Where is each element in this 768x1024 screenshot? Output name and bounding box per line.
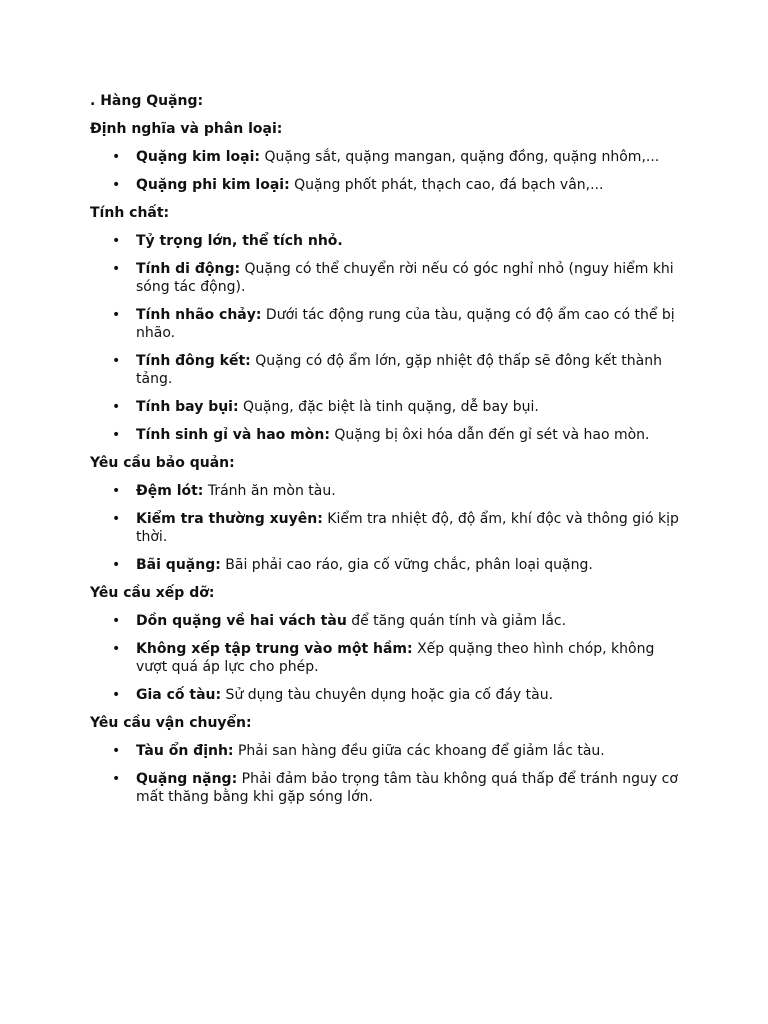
item-term: Gia cố tàu: [136,687,222,703]
bullet-icon: • [112,307,121,323]
list-item [90,770,680,806]
item-term: Quặng nặng: [136,771,238,787]
bullet-icon: • [112,641,121,657]
item-text: Tránh ăn mòn tàu. [203,483,336,499]
bullet-icon: • [112,261,121,277]
item-term: Quặng kim loại: [136,149,261,165]
section-heading-tinh-chat: Tính chất: [90,205,170,221]
bullet-icon: • [112,771,121,787]
bullet-icon: • [112,511,121,527]
list-van-chuyen [90,742,680,806]
document-page [90,92,680,816]
item-text: Quặng có thể chuyển rời nếu có góc nghỉ nhỏ (nguy hiểm khi sóng tác động). [136,261,674,295]
bullet-icon: • [112,557,121,573]
list-item [90,612,680,630]
section-heading-hang-quang: . Hàng Quặng: [90,93,204,109]
list-item [90,176,680,194]
bullet-icon: • [112,353,121,369]
item-text: Quặng có độ ẩm lớn, gặp nhiệt độ thấp sẽ đông kết thành tảng. [136,353,662,387]
list-item [90,398,680,416]
list-item [90,260,680,296]
list-tinh-chat [90,232,680,444]
bullet-icon: • [112,427,121,443]
list-item [90,426,680,444]
item-text: Quặng bị ôxi hóa dẫn đến gỉ sét và hao mòn. [329,427,650,443]
item-term: Tàu ổn định: [136,743,234,759]
item-text: Quặng, đặc biệt là tinh quặng, dễ bay bụi. [238,399,539,415]
list-item [90,352,680,388]
bullet-icon: • [112,399,121,415]
item-term: Kiểm tra thường xuyên: [136,511,323,527]
item-term: Không xếp tập trung vào một hầm: [136,641,413,657]
bullet-icon: • [112,743,121,759]
item-text: để tăng quán tính và giảm lắc. [346,613,567,629]
list-item [90,640,680,676]
list-dinh-nghia [90,148,680,194]
item-term: Tính di động: [136,261,241,277]
bullet-icon: • [112,149,121,165]
bullet-icon: • [112,233,121,249]
bullet-icon: • [112,613,121,629]
item-text: Sử dụng tàu chuyên dụng hoặc gia cố đáy tàu. [221,687,554,703]
item-term: Tính bay bụi: [136,399,239,415]
list-item [90,556,680,574]
list-item [90,510,680,546]
item-text: Phải đảm bảo trọng tâm tàu không quá thấp để tránh nguy cơ mất thăng bằng khi gặp sóng lớn. [136,771,678,805]
item-text: Phải san hàng đều giữa các khoang để giảm lắc tàu. [233,743,605,759]
section-heading-van-chuyen: Yêu cầu vận chuyển: [90,715,252,731]
item-term: Đệm lót: [136,483,204,499]
list-bao-quan [90,482,680,574]
bullet-icon: • [112,177,121,193]
list-item [90,232,680,250]
list-item [90,742,680,760]
section-heading-xep-do: Yêu cầu xếp dỡ: [90,585,215,601]
item-text: Kiểm tra nhiệt độ, độ ẩm, khí độc và thông gió kịp thời. [136,511,679,545]
item-term: Bãi quặng: [136,557,221,573]
list-item [90,686,680,704]
bullet-icon: • [112,483,121,499]
list-xep-do [90,612,680,704]
section-heading-dinh-nghia: Định nghĩa và phân loại: [90,121,283,137]
item-text: Xếp quặng theo hình chóp, không vượt quá áp lực cho phép. [136,641,655,675]
bullet-icon: • [112,687,121,703]
list-item [90,482,680,500]
item-text: Bãi phải cao ráo, gia cố vững chắc, phân loại quặng. [220,557,593,573]
item-term: Tính đông kết: [136,353,251,369]
item-term: Tỷ trọng lớn, thể tích nhỏ. [136,233,343,249]
item-term: Dồn quặng về hai vách tàu [136,613,347,629]
list-item [90,306,680,342]
section-heading-bao-quan: Yêu cầu bảo quản: [90,455,235,471]
item-text: Quặng phốt phát, thạch cao, đá bạch vân,... [289,177,604,193]
item-term: Tính sinh gỉ và hao mòn: [136,427,330,443]
list-item [90,148,680,166]
item-term: Tính nhão chảy: [136,307,262,323]
item-text: Quặng sắt, quặng mangan, quặng đồng, quặng nhôm,... [260,149,660,165]
item-text: Dưới tác động rung của tàu, quặng có độ ẩm cao có thể bị nhão. [136,307,675,341]
item-term: Quặng phi kim loại: [136,177,290,193]
